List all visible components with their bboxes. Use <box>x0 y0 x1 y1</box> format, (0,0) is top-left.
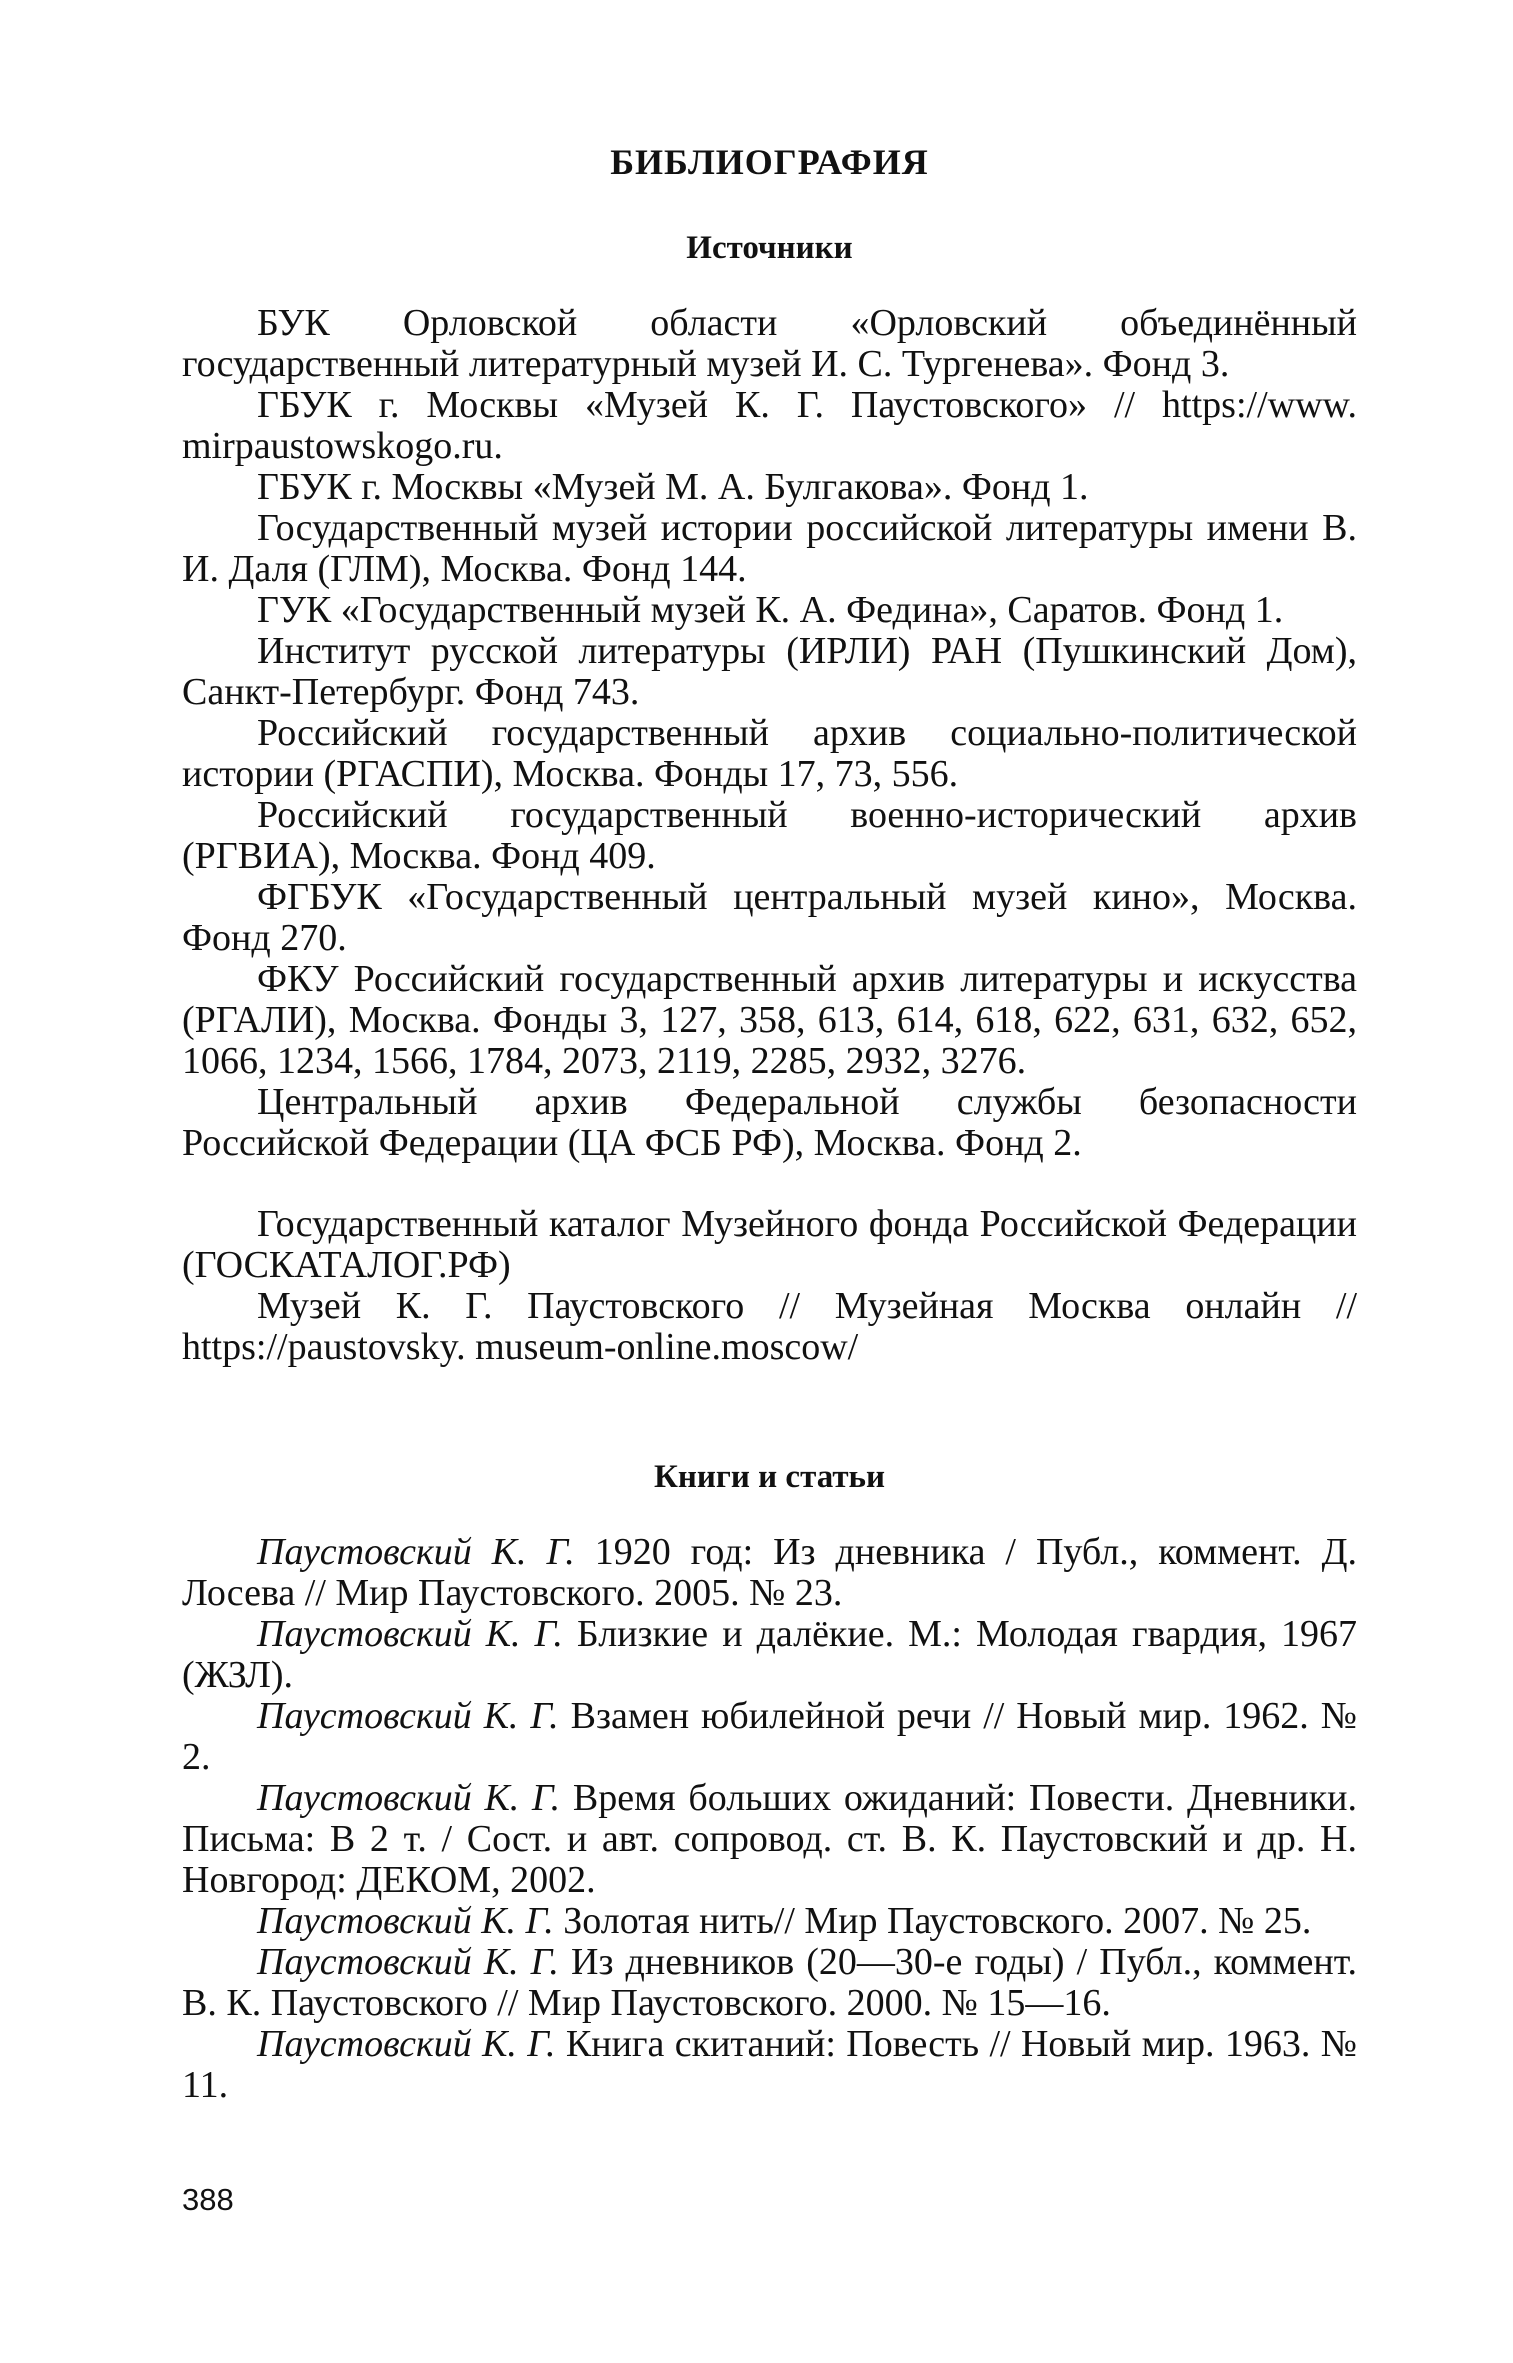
sources-list <box>182 303 1357 1164</box>
book-description: Из дневников (20—30-е годы) / Публ., коммент. В. К. Паустовского // Мир Паустовского. 2000. № 15—16. <box>182 1941 1357 2024</box>
book-author: Паустовский К. Г. <box>257 1777 561 1819</box>
source-entry: Центральный архив Федеральной службы безопасности Российской Федерации (ЦА ФСБ РФ), Москва. Фонд 2. <box>182 1081 1357 1164</box>
source-entry: БУК Орловской области «Орловский объединённый государственный литературный музей И. С. Тургенева». Фонд 3. <box>182 302 1357 385</box>
book-description: Близкие и далёкие. М.: Молодая гвардия, 1967 (ЖЗЛ). <box>182 1613 1358 1696</box>
book-author: Паустовский К. Г. <box>257 1900 554 1942</box>
source-entry: Российский государственный архив социально-политической истории (РГАСПИ), Москва. Фонды 17, 73, 556. <box>182 712 1357 795</box>
source-entry: ГБУК г. Москвы «Музей К. Г. Паустовского» // https://www. mirpaustowskogo.ru. <box>182 384 1357 467</box>
online-sources-list <box>182 1204 1357 1368</box>
online-source-entry: Государственный каталог Музейного фонда Российской Федерации (ГОСКАТАЛОГ.РФ) <box>182 1203 1357 1286</box>
book-entry <box>182 1778 1357 1901</box>
source-entry: ГБУК г. Москвы «Музей М. А. Булгакова». Фонд 1. <box>257 466 1089 508</box>
source-entry: Российский государственный военно-исторический архив (РГВИА), Москва. Фонд 409. <box>182 794 1357 877</box>
book-entry <box>182 1614 1357 1696</box>
source-entry: ФГБУК «Государственный центральный музей кино», Москва. Фонд 270. <box>182 876 1357 959</box>
page-title: БИБЛИОГРАФИЯ <box>610 142 929 182</box>
book-author: Паустовский К. Г. <box>257 1613 563 1655</box>
source-entry: Государственный музей истории российской литературы имени В. И. Даля (ГЛМ), Москва. Фонд 144. <box>182 507 1357 590</box>
book-author: Паустовский К. Г. <box>257 1941 559 1983</box>
book-entry <box>182 1532 1357 1614</box>
book-entry <box>182 1942 1357 2024</box>
section-heading-sources: Источники <box>686 230 853 266</box>
book-description: Взамен юбилейной речи // Новый мир. 1962. № 2. <box>182 1695 1357 1778</box>
book-description: 1920 год: Из дневника / Публ., коммент. Д. Лосева // Мир Паустовского. 2005. № 23. <box>182 1531 1357 1614</box>
section-heading-books: Книги и статьи <box>653 1459 886 1495</box>
book-entry <box>182 1696 1357 1778</box>
book-description: Золотая нить// Мир Паустовского. 2007. № 25. <box>563 1900 1312 1942</box>
books-list <box>182 1532 1357 2106</box>
book-description: Время больших ожиданий: Повести. Дневники. Письма: В 2 т. / Сост. и авт. сопровод. ст. В. К. Паустовский и др. Н. Новгород: ДЕКОМ, 2002. <box>182 1777 1357 1901</box>
page-number: 388 <box>182 2182 234 2217</box>
book-author: Паустовский К. Г. <box>257 1695 559 1737</box>
book-author: Паустовский К. Г. <box>257 2023 556 2065</box>
book-entry <box>182 2024 1357 2106</box>
source-entry: ГУК «Государственный музей К. А. Федина», Саратов. Фонд 1. <box>257 589 1284 631</box>
online-source-entry: Музей К. Г. Паустовского // Музейная Москва онлайн // https://paustovsky. museum-online.moscow/ <box>182 1285 1357 1368</box>
source-entry: Институт русской литературы (ИРЛИ) РАН (Пушкинский Дом), Санкт-Петербург. Фонд 743. <box>182 630 1357 713</box>
source-entry: ФКУ Российский государственный архив литературы и искусства (РГАЛИ), Москва. Фонды 3, 127, 358, 613, 614, 618, 622, 631, 632, 652, 1066, 1234, 1566, 1784, 2073, 2119, 2285, 2932, 3276. <box>182 958 1357 1082</box>
book-entry <box>182 1901 1357 1942</box>
book-description: Книга скитаний: Повесть // Новый мир. 1963. № 11. <box>182 2023 1358 2106</box>
book-author: Паустовский К. Г. <box>257 1531 575 1573</box>
